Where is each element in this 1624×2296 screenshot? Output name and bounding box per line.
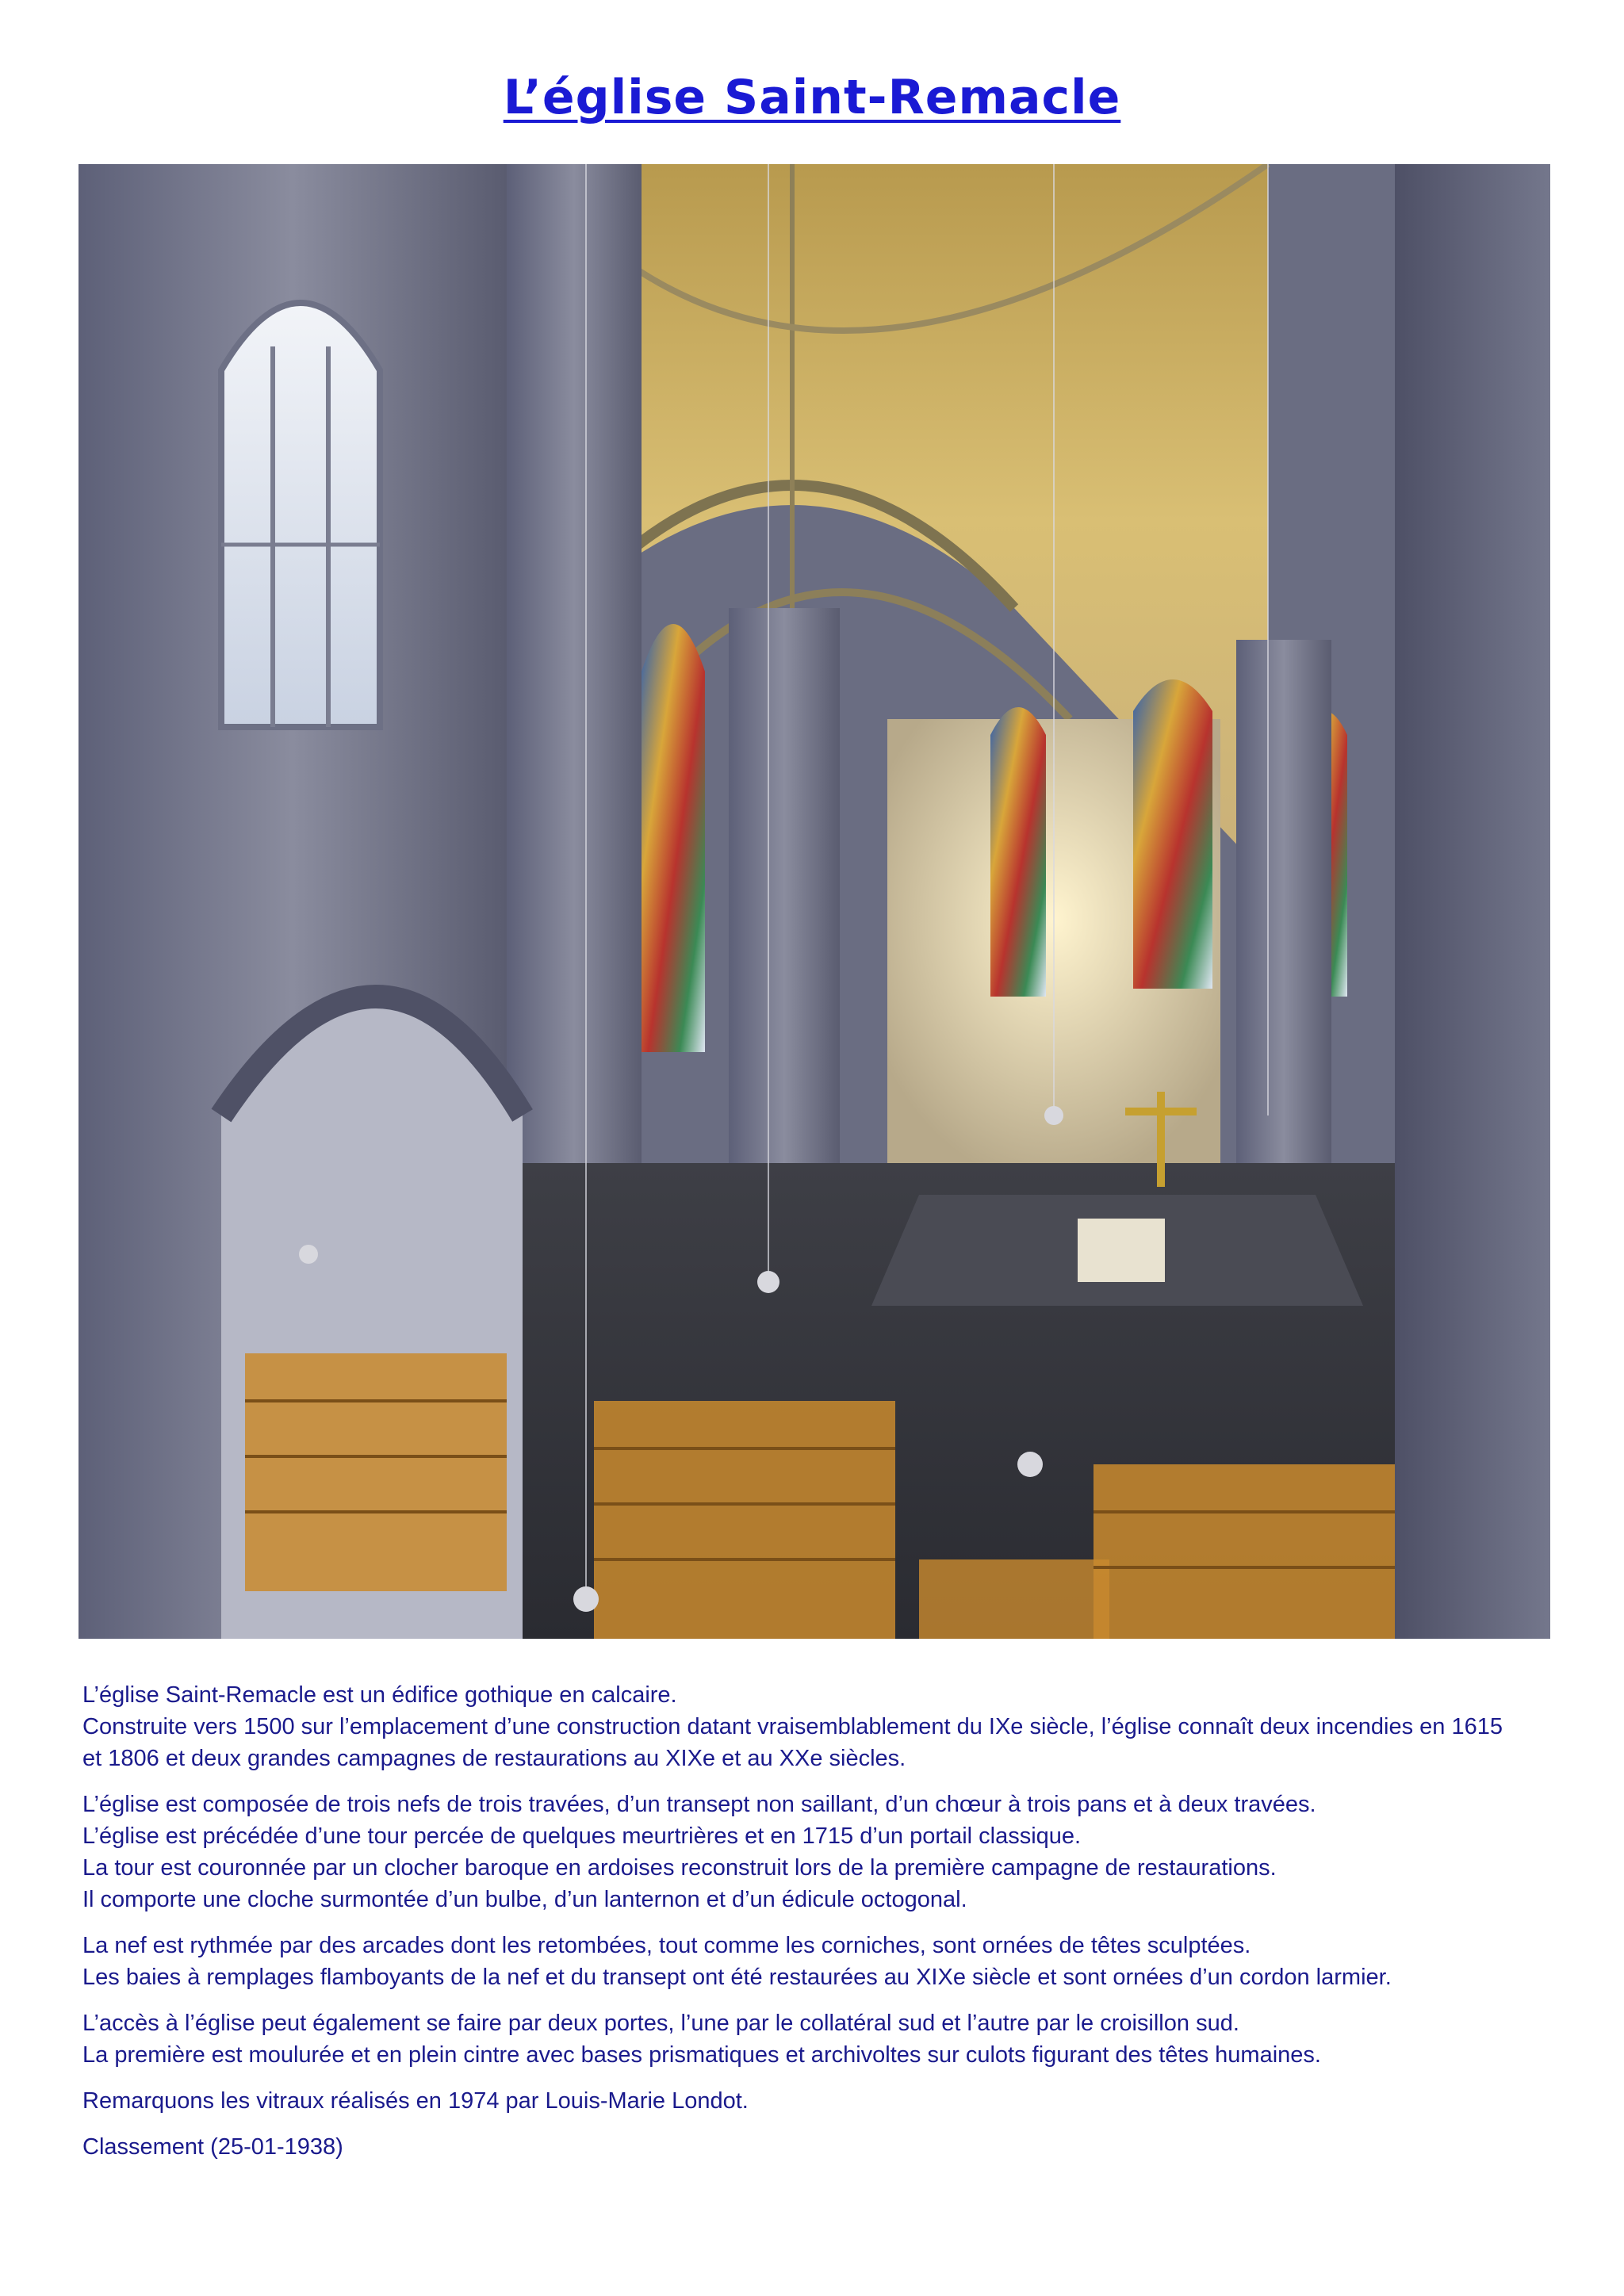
text-line: Il comporte une cloche surmontée d’un bulbe, d’un lanternon et d’un édicule octogonal. [82, 1887, 967, 1912]
text-line: L’église Saint-Remacle est un édifice gothique en calcaire. [82, 1682, 677, 1708]
paragraph-access [82, 2007, 1557, 2071]
text-line: et 1806 et deux grandes campagnes de restaurations au XIXe et au XXe siècles. [82, 1746, 906, 1771]
text-line: Classement (25-01-1938) [82, 2134, 343, 2160]
church-interior-photo [79, 164, 1550, 1639]
text-line: Construite vers 1500 sur l’emplacement d’une construction datant vraisemblablement du IXe siècle, l’église connaît deux incendies en 1615 [82, 1714, 1503, 1739]
text-line: La première est moulurée et en plein cintre avec bases prismatiques et archivoltes sur culots figurant des têtes humaines. [82, 2042, 1321, 2068]
text-line: Remarquons les vitraux réalisés en 1974 par Louis-Marie Londot. [82, 2088, 749, 2114]
text-line: L’église est précédée d’une tour percée de quelques meurtrières et en 1715 d’un portail classique. [82, 1823, 1082, 1849]
paragraph-nave [82, 1930, 1557, 1993]
paragraph-structure [82, 1789, 1557, 1915]
paragraph-classification [82, 2131, 1557, 2163]
text-line: La nef est rythmée par des arcades dont les retombées, tout comme les corniches, sont ornées de têtes sculptées. [82, 1933, 1251, 1958]
text-line: Les baies à remplages flamboyants de la nef et du transept ont été restaurées au XIXe siècle et sont ornées d’un cordon larmier. [82, 1965, 1392, 1990]
page-title: L’église Saint-Remacle [503, 70, 1121, 125]
text-line: La tour est couronnée par un clocher baroque en ardoises reconstruit lors de la première campagne de restaurations. [82, 1855, 1277, 1881]
paragraph-intro [82, 1679, 1557, 1774]
text-line: L’accès à l’église peut également se faire par deux portes, l’une par le collatéral sud et l’autre par le croisillon sud. [82, 2011, 1239, 2036]
paragraph-windows [82, 2085, 1557, 2117]
description-text [82, 1679, 1557, 2177]
text-line: L’église est composée de trois nefs de trois travées, d’un transept non saillant, d’un chœur à trois pans et à deux travées. [82, 1792, 1316, 1817]
